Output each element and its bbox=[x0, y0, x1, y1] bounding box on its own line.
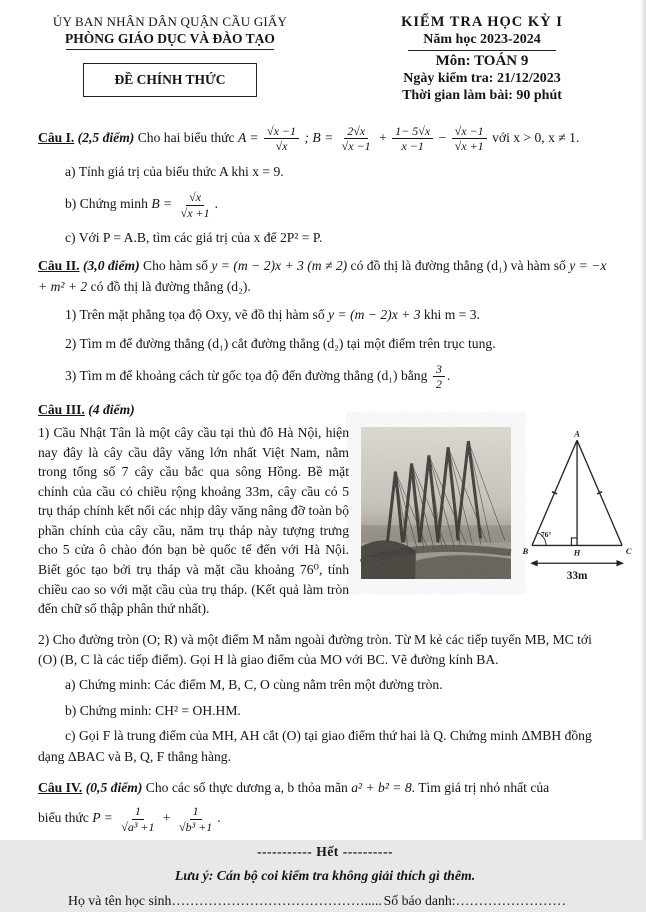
question-2-label: Câu II. bbox=[38, 258, 80, 274]
constraint-equation: a² + b² = 8 bbox=[351, 780, 412, 796]
question-4-points: (0,5 điểm) bbox=[85, 780, 143, 796]
fraction-numerator: 2√x bbox=[344, 124, 368, 139]
fraction-denominator: √x bbox=[275, 139, 288, 154]
function-to-plot: y = (m − 2)x + 3 bbox=[328, 307, 421, 323]
fraction-denominator: √x +1 bbox=[180, 205, 210, 220]
question-1-item-a bbox=[38, 162, 612, 182]
fraction-three-halves bbox=[433, 362, 445, 392]
question-2-intro2: có đồ thị là đường thẳng (d₁) và hàm số bbox=[350, 258, 566, 274]
question-1-item-b bbox=[38, 190, 612, 220]
exam-duration: Thời gian làm bài: 90 phút bbox=[402, 88, 562, 103]
fraction-b-term3 bbox=[452, 124, 487, 154]
item-number: a) bbox=[65, 163, 76, 179]
item-number: c) bbox=[65, 229, 76, 245]
triangle-base-span-label: 33m bbox=[566, 570, 588, 583]
fraction-denominator: √a³ +1 bbox=[121, 819, 155, 834]
bridge-photo bbox=[361, 427, 511, 579]
operator-plus: + bbox=[379, 130, 387, 146]
header-right bbox=[324, 14, 640, 104]
question-3-part-1-text: 1) Cầu Nhật Tân là một cây cầu tại thủ đô Hà Nội, hiện nay đây là cây cầu dây văng lớn nhất Việt Nam, nằm trong tổng số 7 cây cầu bắc qua sông Hồng. Bề mặt chính của cầu có chiều rộng khoảng 33m, cây cầu có 5 trụ tháp chính kết nối các nhịp dây văng nâng đỡ toàn bộ phần chính của cây cầu, năm trụ tháp này tượng trưng cho 5 cửa ô chào đón bạn bè quốc tế đến với Hà Nội. Biết góc tạo bởi trụ tháp và mặt cầu khoảng 76⁰, tính chiều cao so với mặt cầu của trụ tháp. (Kết quả làm tròn đến chữ số thập phân thứ nhất). bbox=[38, 425, 349, 617]
header-left bbox=[16, 14, 324, 104]
item-text: Tìm m để khoảng cách từ gốc tọa độ đến đường thẳng (d₁) bằng bbox=[79, 367, 428, 383]
fraction-numerator: 1 bbox=[190, 804, 202, 819]
fraction-numerator: √x −1 bbox=[452, 124, 487, 139]
question-2-item-3 bbox=[38, 362, 612, 392]
operator-plus: + bbox=[162, 810, 171, 826]
item-text: khi m = 3. bbox=[423, 307, 480, 323]
header-right-rule bbox=[408, 50, 556, 51]
question-1-condition: với x > 0, x ≠ 1. bbox=[492, 130, 580, 146]
fraction-denominator: x −1 bbox=[401, 139, 424, 154]
question-1-points: (2,5 điểm) bbox=[77, 130, 135, 146]
question-4-text2: . Tìm giá trị nhỏ nhất của bbox=[411, 780, 550, 796]
question-3-part-2-text: 2) Cho đường tròn (O; R) và một điểm M nằm ngoài đường tròn. Từ M kẻ các tiếp tuyến MB, MC tới (O) (B, C là các tiếp điểm). Gọi H là giao điểm của MO với BC. Vẽ đường kính BA. bbox=[38, 631, 592, 668]
item-text: Với P = A.B, tìm các giá trị của x để 2P² = P. bbox=[78, 229, 323, 245]
triangle-vertex-c-label: C bbox=[625, 545, 632, 556]
question-3-item-b bbox=[38, 701, 612, 721]
period: . bbox=[214, 196, 219, 212]
exam-title: KIỂM TRA HỌC KỲ I bbox=[401, 14, 563, 30]
fraction-b-term1 bbox=[339, 124, 374, 154]
question-1-items bbox=[38, 162, 612, 249]
item-text: Chứng minh: CH² = OH.HM. bbox=[79, 702, 241, 718]
question-2-intro3: có đồ thị là đường thẳng (d₂). bbox=[90, 278, 251, 294]
question-2-items bbox=[38, 305, 612, 392]
triangle-diagram bbox=[517, 427, 639, 585]
operator-minus: − bbox=[438, 130, 447, 146]
item-text: Gọi F là trung điểm của MH, AH cắt (O) tại giao điểm thứ hai là Q. Chứng minh ΔMBH đồng dạng ΔBAC và B, Q, F thẳng hàng. bbox=[38, 728, 592, 764]
fraction-numerator: 1 bbox=[132, 804, 144, 819]
question-2-item-1 bbox=[38, 305, 612, 325]
proctor-note: Lưu ý: Cán bộ coi kiểm tra không giải thích gì thêm. bbox=[174, 867, 476, 883]
issuing-authority: ỦY BAN NHÂN DÂN QUẬN CẦU GIẤY bbox=[52, 14, 288, 29]
student-name-field: Họ và tên học sinh……………………………………..... bbox=[68, 893, 382, 909]
question-1-label: Câu I. bbox=[38, 130, 75, 146]
fraction-denominator: √x +1 bbox=[454, 139, 484, 154]
item-number: b) bbox=[65, 702, 77, 718]
item-number: 3) bbox=[65, 367, 77, 383]
expression-b-lhs: ; B = bbox=[304, 130, 334, 146]
item-number: 2) bbox=[65, 335, 77, 351]
fraction-b-result bbox=[178, 190, 213, 220]
question-4-label: Câu IV. bbox=[38, 780, 83, 796]
exam-content bbox=[0, 104, 646, 912]
question-4 bbox=[38, 778, 612, 798]
question-3-item-c bbox=[38, 726, 612, 767]
candidate-number-field: Số báo danh:…………………… bbox=[383, 893, 566, 909]
item-number: 1) bbox=[65, 307, 77, 323]
question-2-points: (3,0 điểm) bbox=[82, 258, 140, 274]
item-number: c) bbox=[65, 728, 76, 744]
question-2-intro: Cho hàm số bbox=[143, 258, 208, 274]
item-text: Chứng minh: Các điểm M, B, C, O cùng nằm trên một đường tròn. bbox=[78, 677, 443, 693]
question-3-label: Câu III. bbox=[38, 401, 85, 417]
fraction-denominator: √b³ +1 bbox=[179, 819, 213, 834]
question-4-text3: biểu thức bbox=[38, 810, 89, 826]
end-marker: ----------- Hết ---------- bbox=[257, 844, 393, 860]
function-d2: y = −x + m² + 2 bbox=[38, 258, 607, 294]
fraction-numerator: √x bbox=[186, 190, 204, 205]
question-1 bbox=[38, 124, 612, 154]
fraction-denominator: 2 bbox=[435, 377, 442, 392]
triangle-angle-label: 76° bbox=[540, 530, 552, 540]
fraction-p-term1 bbox=[118, 804, 157, 834]
question-2-item-2 bbox=[38, 334, 612, 354]
subject-name: Môn: TOÁN 9 bbox=[435, 53, 529, 69]
item-text: Tìm m để đường thẳng (d₁) cắt đường thẳng (d₂) tại một điểm trên trục tung. bbox=[79, 335, 496, 351]
fraction-b-term2 bbox=[392, 124, 433, 154]
question-4-expression-line bbox=[38, 804, 612, 834]
expression-p-lhs: P = bbox=[92, 810, 113, 826]
item-text: Trên mặt phẳng tọa độ Oxy, vẽ đồ thị hàm số bbox=[79, 307, 325, 323]
item-text: Chứng minh bbox=[79, 196, 148, 212]
fraction-p-term2 bbox=[176, 804, 215, 834]
triangle-foot-h-label: H bbox=[573, 547, 581, 558]
question-3-item-a bbox=[38, 675, 612, 695]
period: . bbox=[446, 367, 451, 383]
item-number: b) bbox=[65, 196, 77, 212]
fraction-expression-a bbox=[264, 124, 299, 154]
question-3-part-1 bbox=[38, 423, 632, 619]
department-name: PHÒNG GIÁO DỤC VÀ ĐÀO TẠO bbox=[65, 31, 275, 46]
official-exam-badge: ĐỀ CHÍNH THỨC bbox=[83, 63, 256, 97]
triangle-vertex-a-label: A bbox=[574, 428, 580, 439]
question-3 bbox=[38, 400, 612, 420]
fraction-numerator: √x −1 bbox=[264, 124, 299, 139]
exam-date: Ngày kiểm tra: 21/12/2023 bbox=[403, 71, 561, 86]
question-2 bbox=[38, 256, 612, 297]
expression-a-lhs: A = bbox=[237, 130, 259, 146]
fraction-numerator: 1− 5√x bbox=[392, 124, 433, 139]
question-4-text: Cho các số thực dương a, b thỏa mãn bbox=[145, 780, 348, 796]
question-1-intro: Cho hai biểu thức bbox=[137, 130, 235, 146]
question-3-points: (4 điểm) bbox=[88, 401, 135, 417]
period: . bbox=[217, 810, 221, 826]
item-number: a) bbox=[65, 677, 76, 693]
student-info-line bbox=[38, 891, 612, 912]
expression-b-proof-lhs: B = bbox=[151, 196, 173, 212]
item-text: Tính giá trị của biểu thức A khi x = 9. bbox=[78, 163, 284, 179]
triangle-vertex-b-label: B bbox=[522, 545, 529, 556]
fraction-numerator: 3 bbox=[433, 362, 445, 377]
fraction-denominator: √x −1 bbox=[341, 139, 371, 154]
question-1-item-c bbox=[38, 228, 612, 248]
function-d1: y = (m − 2)x + 3 (m ≠ 2) bbox=[211, 258, 348, 274]
question-3-figures bbox=[361, 427, 639, 585]
header bbox=[0, 0, 646, 104]
school-year: Năm học 2023-2024 bbox=[423, 32, 541, 47]
